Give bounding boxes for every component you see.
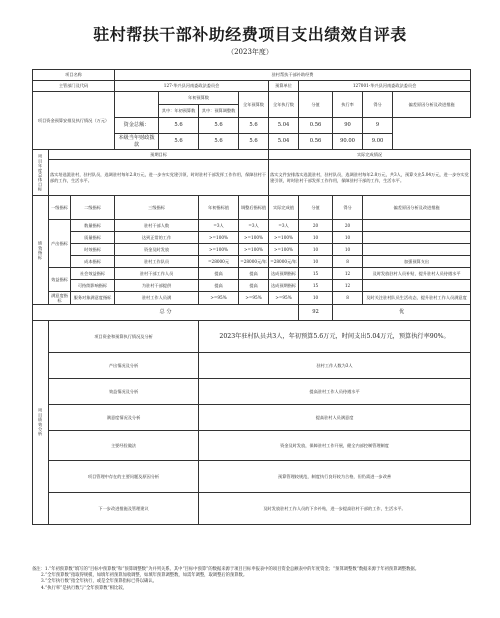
ind-analysis (363, 232, 471, 244)
ind-l2: 数量指标 (71, 220, 115, 232)
funds-blank (115, 92, 159, 118)
goal-plan-text: 落实培选派驻村，驻村队员，选调驻村每年2.8万元，进一步夯实党建引领，时时驻村干部发挥工作作用，保障驻村干部的工作，生活水平。 (49, 160, 269, 196)
unit-label: 预算单位 (269, 81, 299, 92)
ind-weight: 10 (299, 292, 333, 305)
goal-plan-header: 预期目标 (49, 150, 269, 160)
analysis-row-text: 驻村工作人数为3人 (199, 353, 471, 379)
ind-l2: 社会效益指标 (71, 268, 115, 280)
ind-score: 10 (333, 244, 363, 256)
page-title: 驻村帮扶干部补助经费项目支出绩效自评表 (93, 25, 407, 44)
analysis-label: 项目绩效分析 (33, 321, 49, 525)
ind-analysis (363, 220, 471, 232)
ind-header-l2: 二级指标 (71, 196, 115, 220)
funds-local-cell: 9.00 (363, 134, 393, 150)
project-name: 驻村帮扶干部补助经费 (115, 70, 471, 81)
analysis-row-label: 下一步改进措施及管理建议 (49, 493, 199, 525)
ind-initial: >=95% (199, 292, 239, 305)
funds-total-cell: 90 (333, 118, 363, 134)
ind-weight: 10 (299, 256, 333, 268)
ind-actual: =28000元/年 (269, 256, 299, 268)
analysis-row-text: 2023年驻村队员共3人，年初预算5.6万元，时间支出5.04万元，预算执行率90%。 (199, 321, 471, 353)
evaluation-table (32, 69, 471, 525)
funds-header-exec: 全年执行数 (269, 92, 299, 118)
analysis-row-label: 效益情况及分析 (49, 379, 199, 405)
total-label: 总 分 (33, 305, 299, 321)
funds-header-initial: 年初预算数 (159, 92, 239, 105)
footnote: 3.“全年执行数”指全年执行，或是全年预算指标已得以确认。 (41, 579, 157, 585)
total-score: 92 (299, 305, 333, 321)
ind-initial: 提高 (199, 268, 239, 280)
ind-weight: 10 (299, 232, 333, 244)
ind-initial: >=100% (199, 232, 239, 244)
ind-actual: >=95% (269, 292, 299, 305)
analysis-row-label: 项目管理中存在的主要问题及原因分析 (49, 461, 199, 493)
funds-local-cell: 90.00 (333, 134, 363, 150)
analysis-row-label: 满意度情况及分析 (49, 405, 199, 431)
ind-l1-satisfaction: 满意度指标 (49, 292, 71, 305)
ind-l3: 驻村干部人数 (115, 220, 199, 232)
ind-analysis: 加强预算支出 (363, 256, 471, 268)
ind-l1-benefit: 效益指标 (49, 268, 71, 292)
ind-header-l1: 一级指标 (49, 196, 71, 220)
ind-l3: 驻村工作人员满 (115, 292, 199, 305)
analysis-row-label: 主要经验做法 (49, 431, 199, 461)
ind-actual: 达成预期指标 (269, 280, 299, 292)
analysis-row-text: 提高驻村人员满意度 (199, 405, 471, 431)
analysis-row-label: 产出情况及分析 (49, 353, 199, 379)
total-grade: 优 (333, 305, 471, 321)
ind-weight: 20 (299, 220, 333, 232)
ind-header-weight: 分值 (299, 196, 333, 220)
ind-l3: 资金及时发放 (115, 244, 199, 256)
ind-weight: 10 (299, 244, 333, 256)
analysis-row-text: 提高驻村工作人员待遇水平 (199, 379, 471, 405)
funds-local-cell: 5.04 (269, 134, 299, 150)
ind-l3: 为驻村干部提供 (115, 280, 199, 292)
ind-l3: 驻村干部工作人员 (115, 268, 199, 280)
ind-adjusted: =28000元/年 (239, 256, 269, 268)
ind-header-actual: 实际完成值 (269, 196, 299, 220)
funds-local-cell: 5.6 (239, 134, 269, 150)
ind-score: 8 (333, 256, 363, 268)
ind-header-score: 得分 (333, 196, 363, 220)
footnote: 4.“执行率”是执行数与“全年预算数”相比较。 (41, 585, 127, 591)
dept-value: 127-华兴县河南委政法委员会 (115, 81, 269, 92)
footnote: 备注：1.“年初预算数”填写的“目标中预算数”和“预算调整数”为并列关系。其中“目标中预算”的数据来源于项目目标申报表中的项目资金总额表中的年度资金；“预算调整数”数据来源于年初预算调整数据。 (32, 567, 419, 572)
funds-total-cell: 5.6 (159, 118, 199, 134)
ind-initial: 提高 (199, 280, 239, 292)
ind-l3: 驻村工作队员 (115, 256, 199, 268)
funds-header-score-weight: 分值 (299, 92, 333, 118)
funds-subheader-1: 其中：年初预算数 (159, 105, 199, 118)
dept-label: 主管部门及代码 (33, 81, 115, 92)
ind-actual: 达成预期指标 (269, 268, 299, 280)
funds-total-cell: 5.6 (239, 118, 269, 134)
ind-analysis (363, 280, 471, 292)
ind-l2: 服务对象满意度指标 (71, 292, 115, 305)
funds-total-cell: 5.04 (269, 118, 299, 134)
ind-score: 12 (333, 268, 363, 280)
ind-actual: =3人 (269, 220, 299, 232)
ind-adjusted: 提高 (239, 268, 269, 280)
funds-local-cell: 0.56 (299, 134, 333, 150)
ind-l3: 达到正常的工作 (115, 232, 199, 244)
funds-local-cell: 5.6 (159, 134, 199, 150)
funds-header-analysis: 偏差原因分析及改进措施 (393, 92, 471, 118)
analysis-row-label: 项目资金和预算执行情况及分析 (49, 321, 199, 353)
ind-score: 12 (333, 280, 363, 292)
funds-label: 项目资金预算安排及执行情况（万元） (33, 92, 115, 150)
ind-l2: 时效指标 (71, 244, 115, 256)
analysis-row-text: 预算管理较规范，制度执行良好较为合格，但仍需进一步改善 (199, 461, 471, 493)
ind-header-adjusted: 调整后指标值 (239, 196, 269, 220)
ind-score: 8 (333, 292, 363, 305)
funds-total-label: 资金总额： (115, 118, 159, 134)
ind-actual: >=100% (269, 244, 299, 256)
ind-l2: 可持续影响指标 (71, 280, 115, 292)
ind-header-initial: 年初指标值 (199, 196, 239, 220)
ind-adjusted: >=100% (239, 232, 269, 244)
ind-score: 10 (333, 232, 363, 244)
ind-weight: 15 (299, 280, 333, 292)
funds-header-annual: 全年预算数 (239, 92, 269, 118)
footnote: 2.“全年预算数”指取得规模，如填年初预算加收调整，如填年预算调整数，如需年调整，取调整后的预算数。 (41, 573, 248, 579)
ind-initial: >=100% (199, 244, 239, 256)
funds-total-cell: 9 (363, 118, 393, 134)
funds-total-cell: 0.56 (299, 118, 333, 134)
funds-local-label: 本级当年财政拨款 (115, 134, 159, 150)
funds-subheader-2: 其中：预算调整数 (199, 105, 239, 118)
funds-total-cell: 5.6 (199, 118, 239, 134)
funds-local-cell: 5.6 (199, 134, 239, 150)
ind-header-l3: 三级指标 (115, 196, 199, 220)
ind-score: 20 (333, 220, 363, 232)
project-name-label: 项目名称 (33, 70, 115, 81)
ind-analysis: 及时关注驻村队员生活动态，提升驻村工作人员满意度 (363, 292, 471, 305)
unit-value: 127001-华兴县河南委政法委员会 (299, 81, 471, 92)
funds-header-score: 得分 (363, 92, 393, 118)
ind-adjusted: >=95% (239, 292, 269, 305)
ind-l2: 质量指标 (71, 232, 115, 244)
indicators-label: 绩效指标 (33, 196, 49, 305)
ind-adjusted: 提高 (239, 280, 269, 292)
analysis-row-text: 资金及时发放，保障驻村工作开展，健全内部控制管理制度 (199, 431, 471, 461)
ind-l1-output: 产出指标 (49, 220, 71, 268)
ind-initial: =28000元 (199, 256, 239, 268)
goal-actual-header: 实际完成情况 (269, 150, 471, 160)
ind-header-analysis: 偏差原因分析及改进措施 (363, 196, 471, 220)
goal-actual-text: 落实文件安排落实选派驻村，驻村队员，选调驻村每年2.8万元，共3人，预算支出5.04万元，进一步夯实党建引领，时时驻村干部发挥工作作用，保障驻村干部的工作，生活水平。 (269, 160, 471, 196)
report-year: （2023年度） (227, 48, 273, 56)
ind-adjusted: =3人 (239, 220, 269, 232)
ind-adjusted: >=100% (239, 244, 269, 256)
ind-weight: 15 (299, 268, 333, 280)
ind-analysis: 及时发放驻村人员补贴，提升驻村人员待遇水平 (363, 268, 471, 280)
ind-actual: >=100% (269, 232, 299, 244)
funds-header-rate: 执行率 (333, 92, 363, 118)
ind-analysis (363, 244, 471, 256)
ind-initial: =3人 (199, 220, 239, 232)
goal-label: 项目年度总体目标 (33, 150, 49, 196)
analysis-row-text: 及时发放驻村工作人员的下乡补贴，进一步提高驻村干部的工作，生活水平。 (199, 493, 471, 525)
footnotes (32, 567, 472, 592)
ind-l2: 成本指标 (71, 256, 115, 268)
